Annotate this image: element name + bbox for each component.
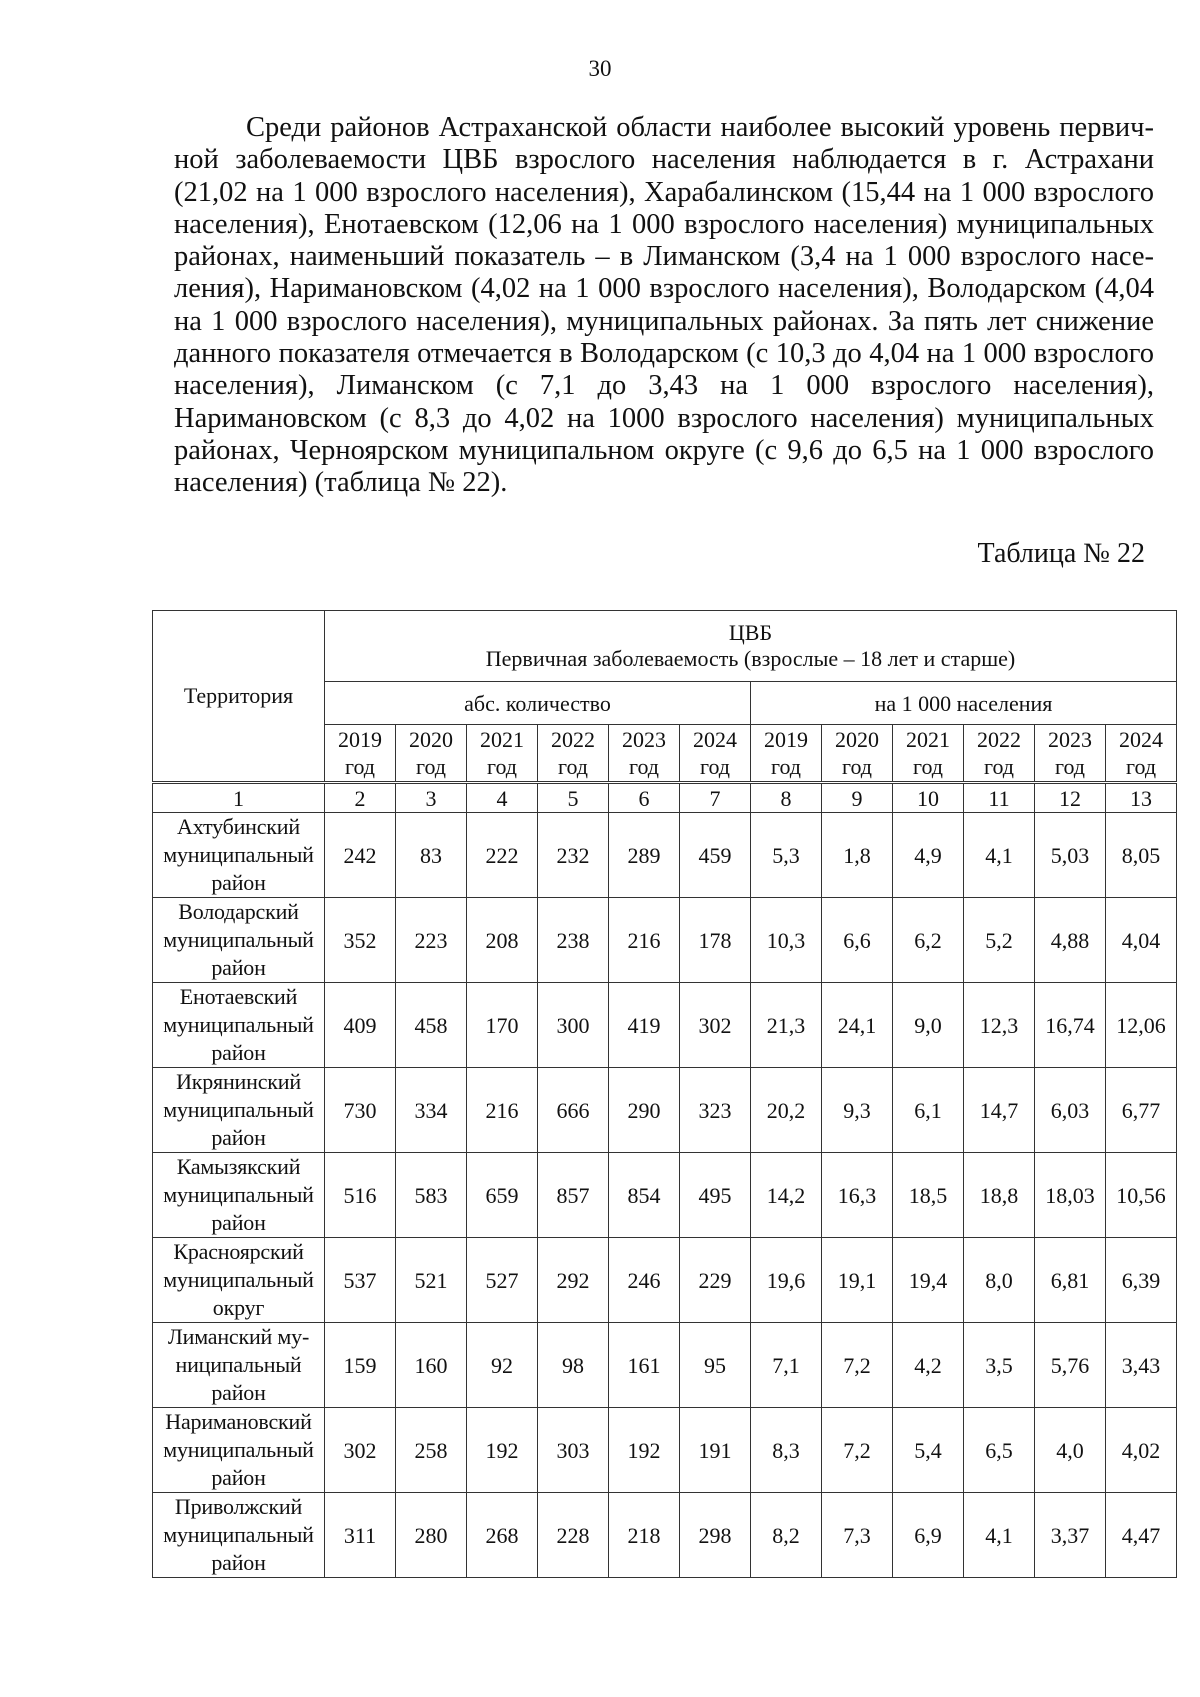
value-cell: 4,9 [893,813,964,898]
incidence-table [152,610,1177,1578]
value-cell: 4,1 [964,813,1035,898]
value-cell: 537 [325,1238,396,1323]
value-cell: 1,8 [822,813,893,898]
value-cell: 7,2 [822,1323,893,1408]
table-row [153,898,1177,983]
value-cell: 223 [396,898,467,983]
body-paragraph: Среди районов Астраханской области наиболее высокий уровень первичной заболеваемости ЦВБ взрослого населения наблюдается в г. Астрахани (21,02 на 1 000 взрослого населения), Харабалинском (15,44 на 1 000 взрослого населения), Енотаевском (12,06 на 1 000 взрослого населения) муниципальных районах, наименьший показатель – в Лиманском (3,4 на 1 000 взрослого населения), Наримановском (4,02 на 1 000 взрослого населения), Володарском (4,04 на 1 000 взрослого населения), муниципальных районах. За пять лет снижение данного показателя отмечается в Володарском (с 10,3 до 4,04 на 1 000 взрослого населения), Лиманском (с 7,1 до 3,43 на 1 000 взрослого населения), Наримановском (с 8,3 до 4,02 на 1000 взрослого населения) муниципальных районах, Черноярском муниципальном округе (с 9,6 до 6,5 на 1 000 взрослого населения) (таблица № 22). [174,112,1154,499]
territory-cell: Володарский муниципальный район [153,898,325,983]
value-cell: 298 [680,1493,751,1578]
value-cell: 6,6 [822,898,893,983]
value-cell: 857 [538,1153,609,1238]
year-header: 2021 год [467,725,538,783]
value-cell: 5,3 [751,813,822,898]
value-cell: 208 [467,898,538,983]
territory-header: Территория [153,611,325,783]
table-row [153,1068,1177,1153]
column-number-row [153,783,1177,813]
value-cell: 10,3 [751,898,822,983]
value-cell: 6,1 [893,1068,964,1153]
value-cell: 238 [538,898,609,983]
value-cell: 258 [396,1408,467,1493]
value-cell: 6,81 [1035,1238,1106,1323]
value-cell: 4,0 [1035,1408,1106,1493]
value-cell: 242 [325,813,396,898]
year-header: 2023 год [609,725,680,783]
value-cell: 6,39 [1106,1238,1177,1323]
value-cell: 246 [609,1238,680,1323]
value-cell: 7,2 [822,1408,893,1493]
territory-cell: Икрянинский муниципальный район [153,1068,325,1153]
column-number: 13 [1106,783,1177,813]
year-header: 2022 год [538,725,609,783]
value-cell: 666 [538,1068,609,1153]
value-cell: 458 [396,983,467,1068]
value-cell: 83 [396,813,467,898]
value-cell: 6,2 [893,898,964,983]
value-cell: 292 [538,1238,609,1323]
value-cell: 19,6 [751,1238,822,1323]
value-cell: 8,05 [1106,813,1177,898]
table-row [153,1408,1177,1493]
value-cell: 95 [680,1323,751,1408]
year-header: 2020 год [822,725,893,783]
value-cell: 228 [538,1493,609,1578]
value-cell: 516 [325,1153,396,1238]
value-cell: 5,4 [893,1408,964,1493]
value-cell: 16,74 [1035,983,1106,1068]
value-cell: 232 [538,813,609,898]
table-row [153,1153,1177,1238]
year-header: 2020 год [396,725,467,783]
value-cell: 5,03 [1035,813,1106,898]
territory-cell: Енотаевский муниципальный район [153,983,325,1068]
value-cell: 192 [609,1408,680,1493]
value-cell: 7,1 [751,1323,822,1408]
table-body [153,783,1177,1578]
value-cell: 300 [538,983,609,1068]
value-cell: 216 [467,1068,538,1153]
value-cell: 178 [680,898,751,983]
value-cell: 216 [609,898,680,983]
value-cell: 459 [680,813,751,898]
table-row [153,1493,1177,1578]
column-number: 12 [1035,783,1106,813]
value-cell: 159 [325,1323,396,1408]
column-number: 8 [751,783,822,813]
value-cell: 170 [467,983,538,1068]
value-cell: 303 [538,1408,609,1493]
value-cell: 161 [609,1323,680,1408]
value-cell: 6,5 [964,1408,1035,1493]
territory-cell: Красноярский муниципальный округ [153,1238,325,1323]
year-header: 2022 год [964,725,1035,783]
main-header [325,611,1177,682]
group-header-abs: абс. количество [325,682,751,725]
value-cell: 289 [609,813,680,898]
column-number: 11 [964,783,1035,813]
value-cell: 5,2 [964,898,1035,983]
table-row [153,1238,1177,1323]
value-cell: 323 [680,1068,751,1153]
column-number: 5 [538,783,609,813]
year-header: 2023 год [1035,725,1106,783]
value-cell: 4,2 [893,1323,964,1408]
value-cell: 3,43 [1106,1323,1177,1408]
value-cell: 218 [609,1493,680,1578]
value-cell: 98 [538,1323,609,1408]
value-cell: 19,1 [822,1238,893,1323]
table-row [153,1323,1177,1408]
value-cell: 583 [396,1153,467,1238]
value-cell: 495 [680,1153,751,1238]
value-cell: 14,2 [751,1153,822,1238]
value-cell: 14,7 [964,1068,1035,1153]
value-cell: 659 [467,1153,538,1238]
value-cell: 10,56 [1106,1153,1177,1238]
table-row [153,983,1177,1068]
table-header [153,611,1177,783]
year-header: 2019 год [325,725,396,783]
value-cell: 4,04 [1106,898,1177,983]
territory-cell: Лиманский му- ниципальный район [153,1323,325,1408]
column-number: 10 [893,783,964,813]
value-cell: 521 [396,1238,467,1323]
value-cell: 4,02 [1106,1408,1177,1493]
value-cell: 419 [609,983,680,1068]
column-number: 7 [680,783,751,813]
value-cell: 21,3 [751,983,822,1068]
value-cell: 191 [680,1408,751,1493]
value-cell: 302 [325,1408,396,1493]
value-cell: 8,3 [751,1408,822,1493]
value-cell: 160 [396,1323,467,1408]
value-cell: 12,3 [964,983,1035,1068]
territory-cell: Камызякский муниципальный район [153,1153,325,1238]
column-number: 4 [467,783,538,813]
value-cell: 352 [325,898,396,983]
value-cell: 8,2 [751,1493,822,1578]
year-header: 2024 год [1106,725,1177,783]
value-cell: 18,03 [1035,1153,1106,1238]
value-cell: 4,1 [964,1493,1035,1578]
value-cell: 229 [680,1238,751,1323]
value-cell: 854 [609,1153,680,1238]
table-caption: Таблица № 22 [977,538,1145,569]
value-cell: 3,37 [1035,1493,1106,1578]
value-cell: 92 [467,1323,538,1408]
value-cell: 268 [467,1493,538,1578]
main-header-title: ЦВБ [728,620,773,645]
territory-cell: Ахтубинский муниципальный район [153,813,325,898]
value-cell: 730 [325,1068,396,1153]
value-cell: 4,47 [1106,1493,1177,1578]
value-cell: 3,5 [964,1323,1035,1408]
year-header: 2019 год [751,725,822,783]
value-cell: 6,77 [1106,1068,1177,1153]
value-cell: 8,0 [964,1238,1035,1323]
year-header: 2024 год [680,725,751,783]
value-cell: 20,2 [751,1068,822,1153]
value-cell: 19,4 [893,1238,964,1323]
value-cell: 12,06 [1106,983,1177,1068]
territory-cell: Приволжский муниципальный район [153,1493,325,1578]
value-cell: 334 [396,1068,467,1153]
value-cell: 527 [467,1238,538,1323]
column-number: 3 [396,783,467,813]
value-cell: 4,88 [1035,898,1106,983]
value-cell: 5,76 [1035,1323,1106,1408]
value-cell: 6,03 [1035,1068,1106,1153]
main-header-subtitle: Первичная заболеваемость (взрослые – 18 лет и старше) [485,646,1016,671]
table-row [153,813,1177,898]
column-number: 1 [153,783,325,813]
group-header-per1000: на 1 000 населения [751,682,1177,725]
value-cell: 16,3 [822,1153,893,1238]
value-cell: 222 [467,813,538,898]
page-number: 30 [588,56,612,81]
value-cell: 24,1 [822,983,893,1068]
value-cell: 18,8 [964,1153,1035,1238]
value-cell: 9,3 [822,1068,893,1153]
territory-cell: Наримановский муниципальный район [153,1408,325,1493]
value-cell: 302 [680,983,751,1068]
column-number: 2 [325,783,396,813]
value-cell: 18,5 [893,1153,964,1238]
value-cell: 9,0 [893,983,964,1068]
column-number: 9 [822,783,893,813]
value-cell: 290 [609,1068,680,1153]
value-cell: 409 [325,983,396,1068]
year-header: 2021 год [893,725,964,783]
value-cell: 311 [325,1493,396,1578]
value-cell: 192 [467,1408,538,1493]
value-cell: 280 [396,1493,467,1578]
value-cell: 7,3 [822,1493,893,1578]
column-number: 6 [609,783,680,813]
value-cell: 6,9 [893,1493,964,1578]
